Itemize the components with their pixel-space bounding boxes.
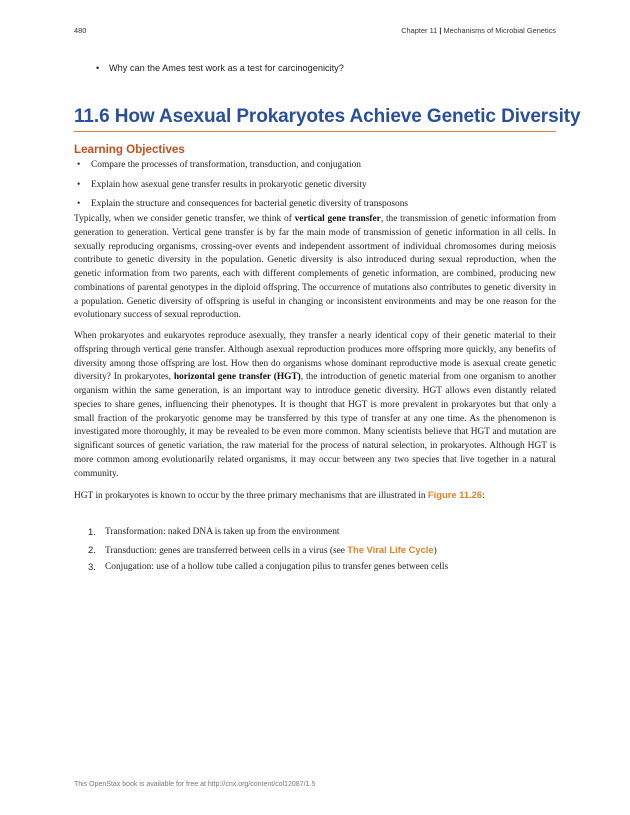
paragraph-text: , the introduction of genetic material from one organism to another organism within the same generation, is an important way to introduce genetic diversity. HGT allows even distantly related species to share genes, influencing their phenotypes. It is thought that HGT is more prevalent in prokaryotes but that only a small fraction of the prokaryotic genome may be transferred by this type of transfer at any one time. As the phenomenon is investigated more thoroughly, it may be revealed to be even more common. Many scientists believe that HGT and mutation are significant sources of genetic variation, the raw material for the process of natural selection, in prokaryotes. Although HGT is more common among evolutionarily related organisms, it may occur between any two species that live together in a natural community. — [74, 372, 556, 479]
paragraph-mechanisms-intro — [74, 488, 556, 504]
review-question-text: Why can the Ames test work as a test for carcinogenicity? — [109, 63, 344, 73]
section-title: 11.6 How Asexual Prokaryotes Achieve Genetic Diversity — [74, 106, 556, 132]
mechanism-text-end: ) — [433, 545, 437, 556]
header-separator: | — [439, 26, 442, 35]
objective-text: Explain how asexual gene transfer results in prokaryotic genetic diversity — [91, 179, 367, 190]
body-text — [74, 213, 556, 511]
objective-text: Explain the structure and consequences for bacterial genetic diversity of transposons — [91, 199, 409, 209]
review-question — [96, 63, 344, 73]
page-footer: This OpenStax book is available for free at http://cnx.org/content/col12087/1.5 — [74, 781, 316, 788]
list-number: 2. — [88, 543, 96, 555]
figure-link[interactable]: Figure 11.26 — [427, 489, 483, 501]
chapter-title: Mechanisms of Microbial Genetics — [443, 26, 556, 35]
paragraph-text: Typically, when we consider genetic transfer, we think of — [74, 214, 295, 224]
key-term-horizontal-gene-transfer: horizontal gene transfer (HGT) — [173, 372, 301, 383]
list-item — [74, 560, 556, 578]
bullet-icon: • — [77, 179, 81, 190]
list-item — [74, 525, 556, 543]
paragraph-text: : — [482, 491, 485, 502]
paragraph-horizontal-transfer — [74, 330, 556, 481]
bullet-icon: • — [77, 199, 81, 209]
running-chapter-title — [401, 26, 556, 35]
key-term-vertical-gene-transfer: vertical gene transfer — [294, 214, 381, 224]
list-item — [74, 158, 556, 178]
learning-objectives-heading: Learning Objectives — [74, 143, 185, 156]
paragraph-text: HGT in prokaryotes is known to occur by the three primary mechanisms that are illustrated in — [74, 491, 428, 502]
page-number: 480 — [74, 26, 87, 35]
mechanism-text: Conjugation: use of a hollow tube called a conjugation pilus to transfer genes between cells — [105, 562, 449, 572]
list-number: 3. — [88, 561, 96, 572]
paragraph-text: , the transmission of genetic information from generation to generation. Vertical gene transfer is by far the main mode of transmission of genetic information in all cells. In sexually reproducing organisms, crossing-over events and independent assortment of individual chromosomes during meiosis contribute to genetic diversity in the population. Genetic diversity is also introduced during sexual reproduction, when the genetic information from two parents, each with different complements of genetic information, are combined, producing new combinations of parental genotypes in the diploid offspring. The occurrence of mutations also contributes to genetic diversity in a population. Genetic diversity of offspring is useful in changing or inconsistent environments and may be one reason for the evolutionary success of sexual reproduction. — [74, 214, 556, 321]
mechanism-text: Transformation: naked DNA is taken up from the environment — [105, 527, 340, 537]
chapter-prefix: Chapter 11 — [401, 26, 438, 35]
mechanisms-list — [74, 525, 556, 578]
objective-text: Compare the processes of transformation, transduction, and conjugation — [91, 160, 361, 170]
list-item — [74, 178, 556, 198]
learning-objectives-list — [74, 158, 556, 217]
mechanism-text: Transduction: genes are transferred between cells in a virus (see — [105, 545, 348, 556]
viral-life-cycle-link[interactable]: The Viral Life Cycle — [347, 543, 434, 555]
paragraph-vertical-transfer — [74, 213, 556, 323]
paragraph-text: When prokaryotes and eukaryotes reproduce asexually, they transfer a nearly identical copy of their genetic material to their offspring through vertical gene transfer. Although asexual reproduction produces more offspring more quickly, any benefits of diversity among those offspring are lost. How then do organisms whose dominant reproductive mode is asexual create genetic diversity? In prokaryotes, — [74, 331, 556, 383]
bullet-icon: • — [77, 160, 81, 170]
bullet-icon: • — [96, 63, 100, 73]
list-item — [74, 543, 556, 561]
list-number: 1. — [88, 526, 96, 537]
